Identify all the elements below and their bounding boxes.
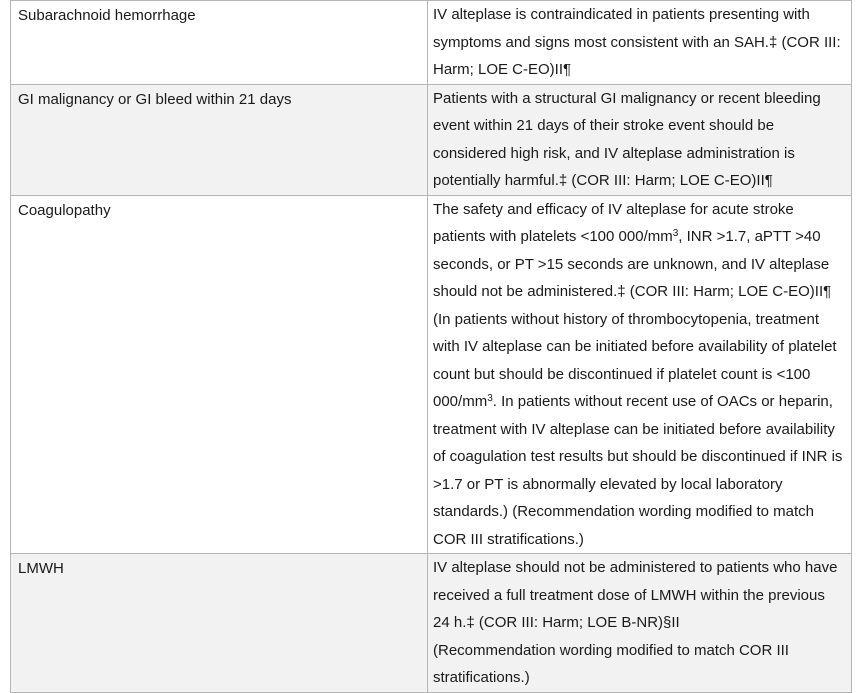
row-text: IV alteplase is contraindicated in patients presenting with symptoms and signs most consistent with an SAH.‡ (COR III: Harm; LOE C-EO)II¶ [433,6,841,78]
row-label: GI malignancy or GI bleed within 21 days [18,90,292,108]
row-text-paragraph-2: (Recommendation wording modified to match COR III stratifications.) [433,641,789,686]
table-row [11,554,852,693]
row-text-paragraph-1: IV alteplase should not be administered to patients who have received a full treatment dose of LMWH within the previous 24 h.‡ (COR III: Harm; LOE B-NR)§II [433,559,838,631]
row-text [433,554,845,692]
row-label-cell [11,84,428,195]
row-text-paragraph-1 [433,196,845,306]
row-text-segment: The safety and efficacy of IV alteplase for acute stroke patients with platelets <100 000/mm [433,200,794,245]
row-label: Coagulopathy [18,201,111,219]
contraindications-table [10,0,852,693]
row-text: Patients with a structural GI malignancy or recent bleeding event within 21 days of their stroke event should be considered high risk, and IV alteplase administration is potentially harmful.‡ (COR III: Harm; LOE C-EO)II¶ [433,89,821,189]
row-text-segment: . In patients without recent use of OACs or heparin, treatment with IV alteplase can be initiated before availability of coagulation test results but should be discontinued if INR is >1.7 or PT is abnormally elevated by local laboratory standards.) (Recommendation wording modified to match COR III stratifications.) [433,393,843,548]
row-text-cell [428,84,852,195]
table-row [11,1,852,85]
row-label-cell [11,195,428,554]
row-label: Subarachnoid hemorrhage [18,7,196,24]
table-row [11,84,852,195]
row-text-cell [428,1,852,85]
row-text-segment: , INR >1.7, aPTT >40 seconds, or PT >15 seconds are unknown, and IV alteplase should not be administered.‡ (COR III: Harm; LOE C-EO)II¶ [433,228,832,300]
row-label: LMWH [18,560,64,577]
row-text-paragraph-2 [433,306,845,554]
superscript: 3 [672,228,679,239]
row-text-cell [428,195,852,554]
table-row [11,195,852,554]
row-text-segment: (In patients without history of thrombocytopenia, treatment with IV alteplase can be initiated before availability of platelet count but should be discontinued if platelet count is <100 000/mm [433,310,837,410]
row-text-cell [428,554,852,693]
superscript: 3 [487,393,493,404]
row-text [433,196,845,554]
row-label-cell [11,1,428,85]
row-label-cell [11,554,428,693]
